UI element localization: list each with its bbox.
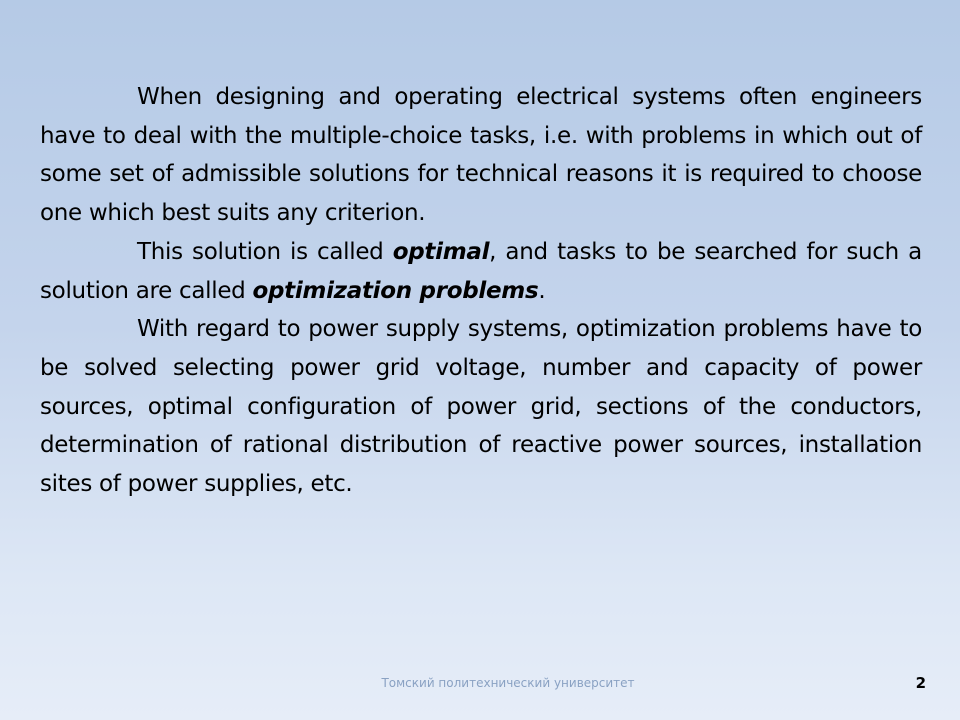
slide-body bbox=[40, 78, 922, 504]
page-number: 2 bbox=[915, 674, 926, 692]
paragraph-text: , and tasks to be searched for such a solution are called bbox=[40, 238, 922, 304]
footer-university: Томский политехнический университет bbox=[381, 676, 635, 690]
paragraph-text: . bbox=[538, 277, 546, 304]
paragraph-text: When designing and operating electrical systems often engineers have to deal with the multiple-choice tasks, i.e. with problems in which out of some set of admissible solutions for technical reasons it is required to choose one which best suits any criterion. bbox=[40, 84, 922, 227]
paragraph-optimal-solution bbox=[40, 233, 922, 310]
paragraph-multiple-choice bbox=[40, 78, 922, 233]
term-optimization-problems: optimization problems bbox=[252, 277, 539, 304]
paragraph-power-supply bbox=[40, 310, 922, 504]
term-optimal: optimal bbox=[392, 238, 490, 265]
paragraph-text: This solution is called bbox=[137, 238, 393, 265]
paragraph-text: With regard to power supply systems, optimization problems have to be solved selecting power grid voltage, number and capacity of power sources, optimal configuration of power grid, sections of the conductors, determination of rational distribution of reactive power sources, installation sites of power supplies, etc. bbox=[40, 316, 922, 498]
